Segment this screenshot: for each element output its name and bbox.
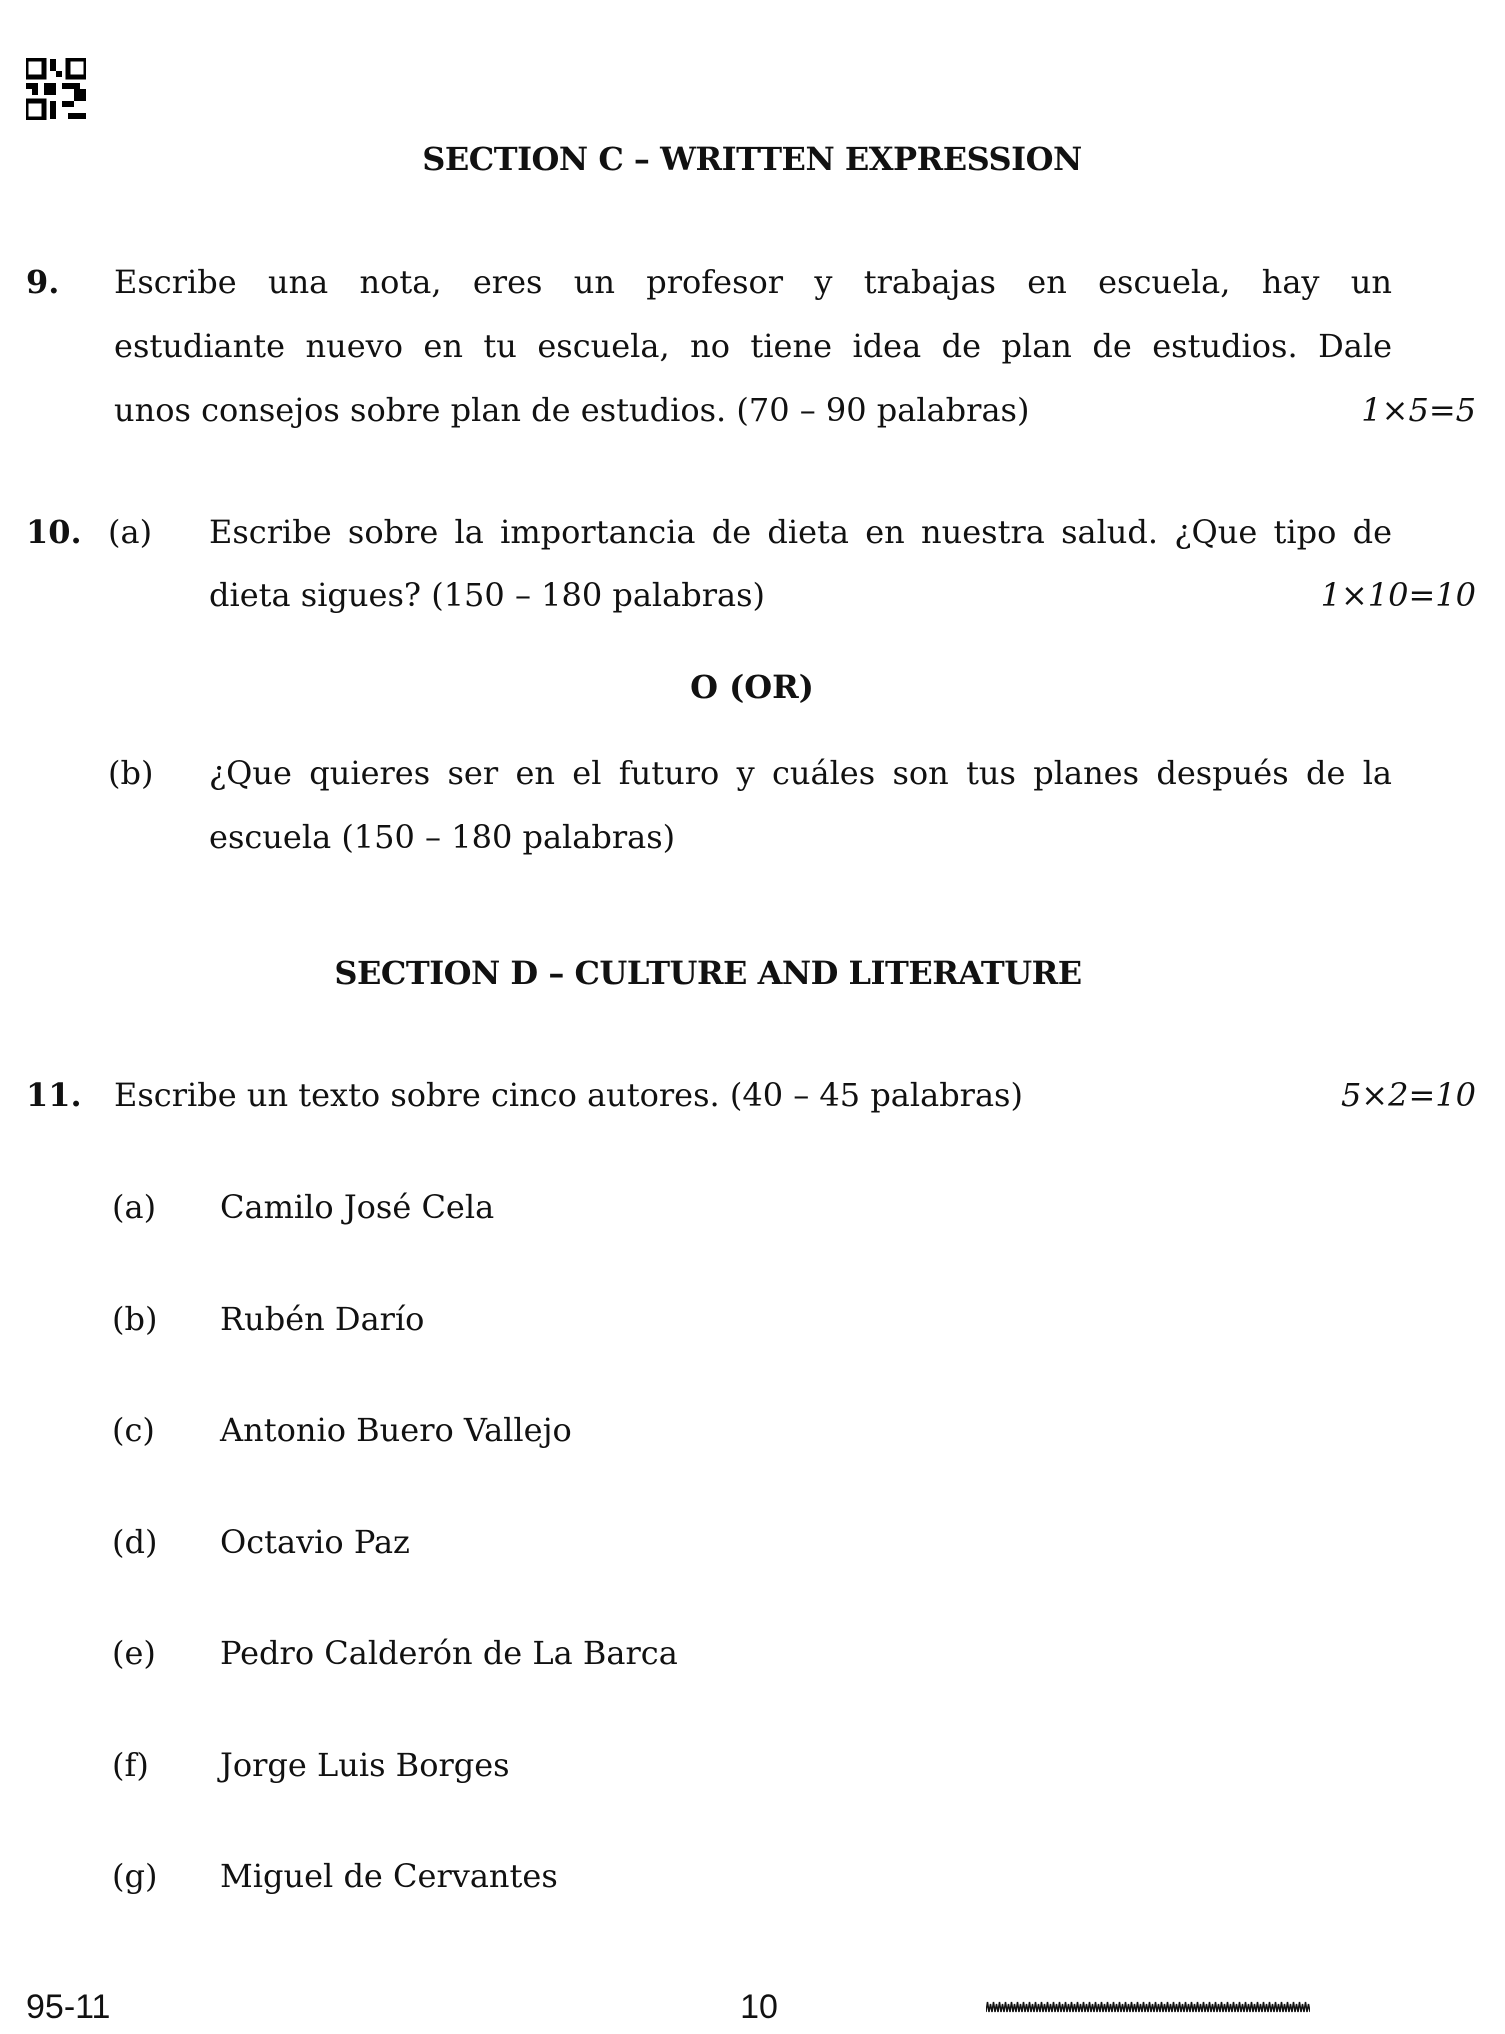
author-item-label: (a) (112, 1188, 157, 1226)
author-item-name: Pedro Calderón de La Barca (220, 1634, 678, 1672)
paper-code: 95-11 (26, 1988, 111, 2026)
author-item-label: (c) (112, 1411, 155, 1449)
question-10a-line-1: Escribe sobre la importancia de dieta en nuestra salud. ¿Que tipo de (209, 513, 1392, 551)
question-10-number: 10. (26, 513, 82, 551)
question-10b-line-2: escuela (150 – 180 palabras) (209, 818, 676, 856)
author-item-name: Rubén Darío (220, 1299, 425, 1338)
question-11-number: 11. (26, 1076, 82, 1114)
author-item-label: (d) (112, 1522, 158, 1561)
author-item-name: Camilo José Cela (220, 1188, 495, 1226)
page-number: 10 (740, 1988, 778, 2026)
author-item-label: (f) (112, 1745, 149, 1784)
question-10b-line-1: ¿Que quieres ser en el futuro y cuáles son tus planes después de la (209, 754, 1392, 792)
author-item-label: (b) (112, 1299, 158, 1338)
or-separator: O (OR) (690, 668, 814, 706)
question-11-text: Escribe un texto sobre cinco autores. (40 – 45 palabras) (114, 1076, 1023, 1114)
question-9-number: 9. (26, 263, 60, 301)
question-11-marks: 5×2=10 (1340, 1076, 1476, 1114)
qr-code-icon (26, 58, 86, 120)
author-item-name: Jorge Luis Borges (220, 1745, 510, 1784)
section-d-heading: SECTION D – CULTURE AND LITERATURE (334, 954, 1082, 992)
author-item-label: (e) (112, 1634, 156, 1672)
question-10b-label: (b) (108, 754, 154, 792)
question-9-line-1: Escribe una nota, eres un profesor y trabajas en escuela, hay un (114, 263, 1392, 301)
question-10a-label: (a) (108, 513, 153, 551)
question-10-marks: 1×10=10 (1320, 576, 1476, 614)
author-item-name: Miguel de Cervantes (220, 1857, 558, 1895)
question-9-line-3: unos consejos sobre plan de estudios. (70 – 90 palabras) (114, 391, 1030, 429)
author-item-label: (g) (112, 1857, 158, 1895)
wavy-line-decoration (986, 2000, 1310, 2014)
question-9-marks: 1×5=5 (1361, 391, 1476, 429)
question-10a-line-2: dieta sigues? (150 – 180 palabras) (209, 576, 765, 614)
question-9-line-2: estudiante nuevo en tu escuela, no tiene idea de plan de estudios. Dale (114, 327, 1392, 365)
section-c-heading: SECTION C – WRITTEN EXPRESSION (422, 140, 1082, 178)
author-item-name: Octavio Paz (220, 1522, 410, 1561)
author-item-name: Antonio Buero Vallejo (220, 1411, 572, 1449)
